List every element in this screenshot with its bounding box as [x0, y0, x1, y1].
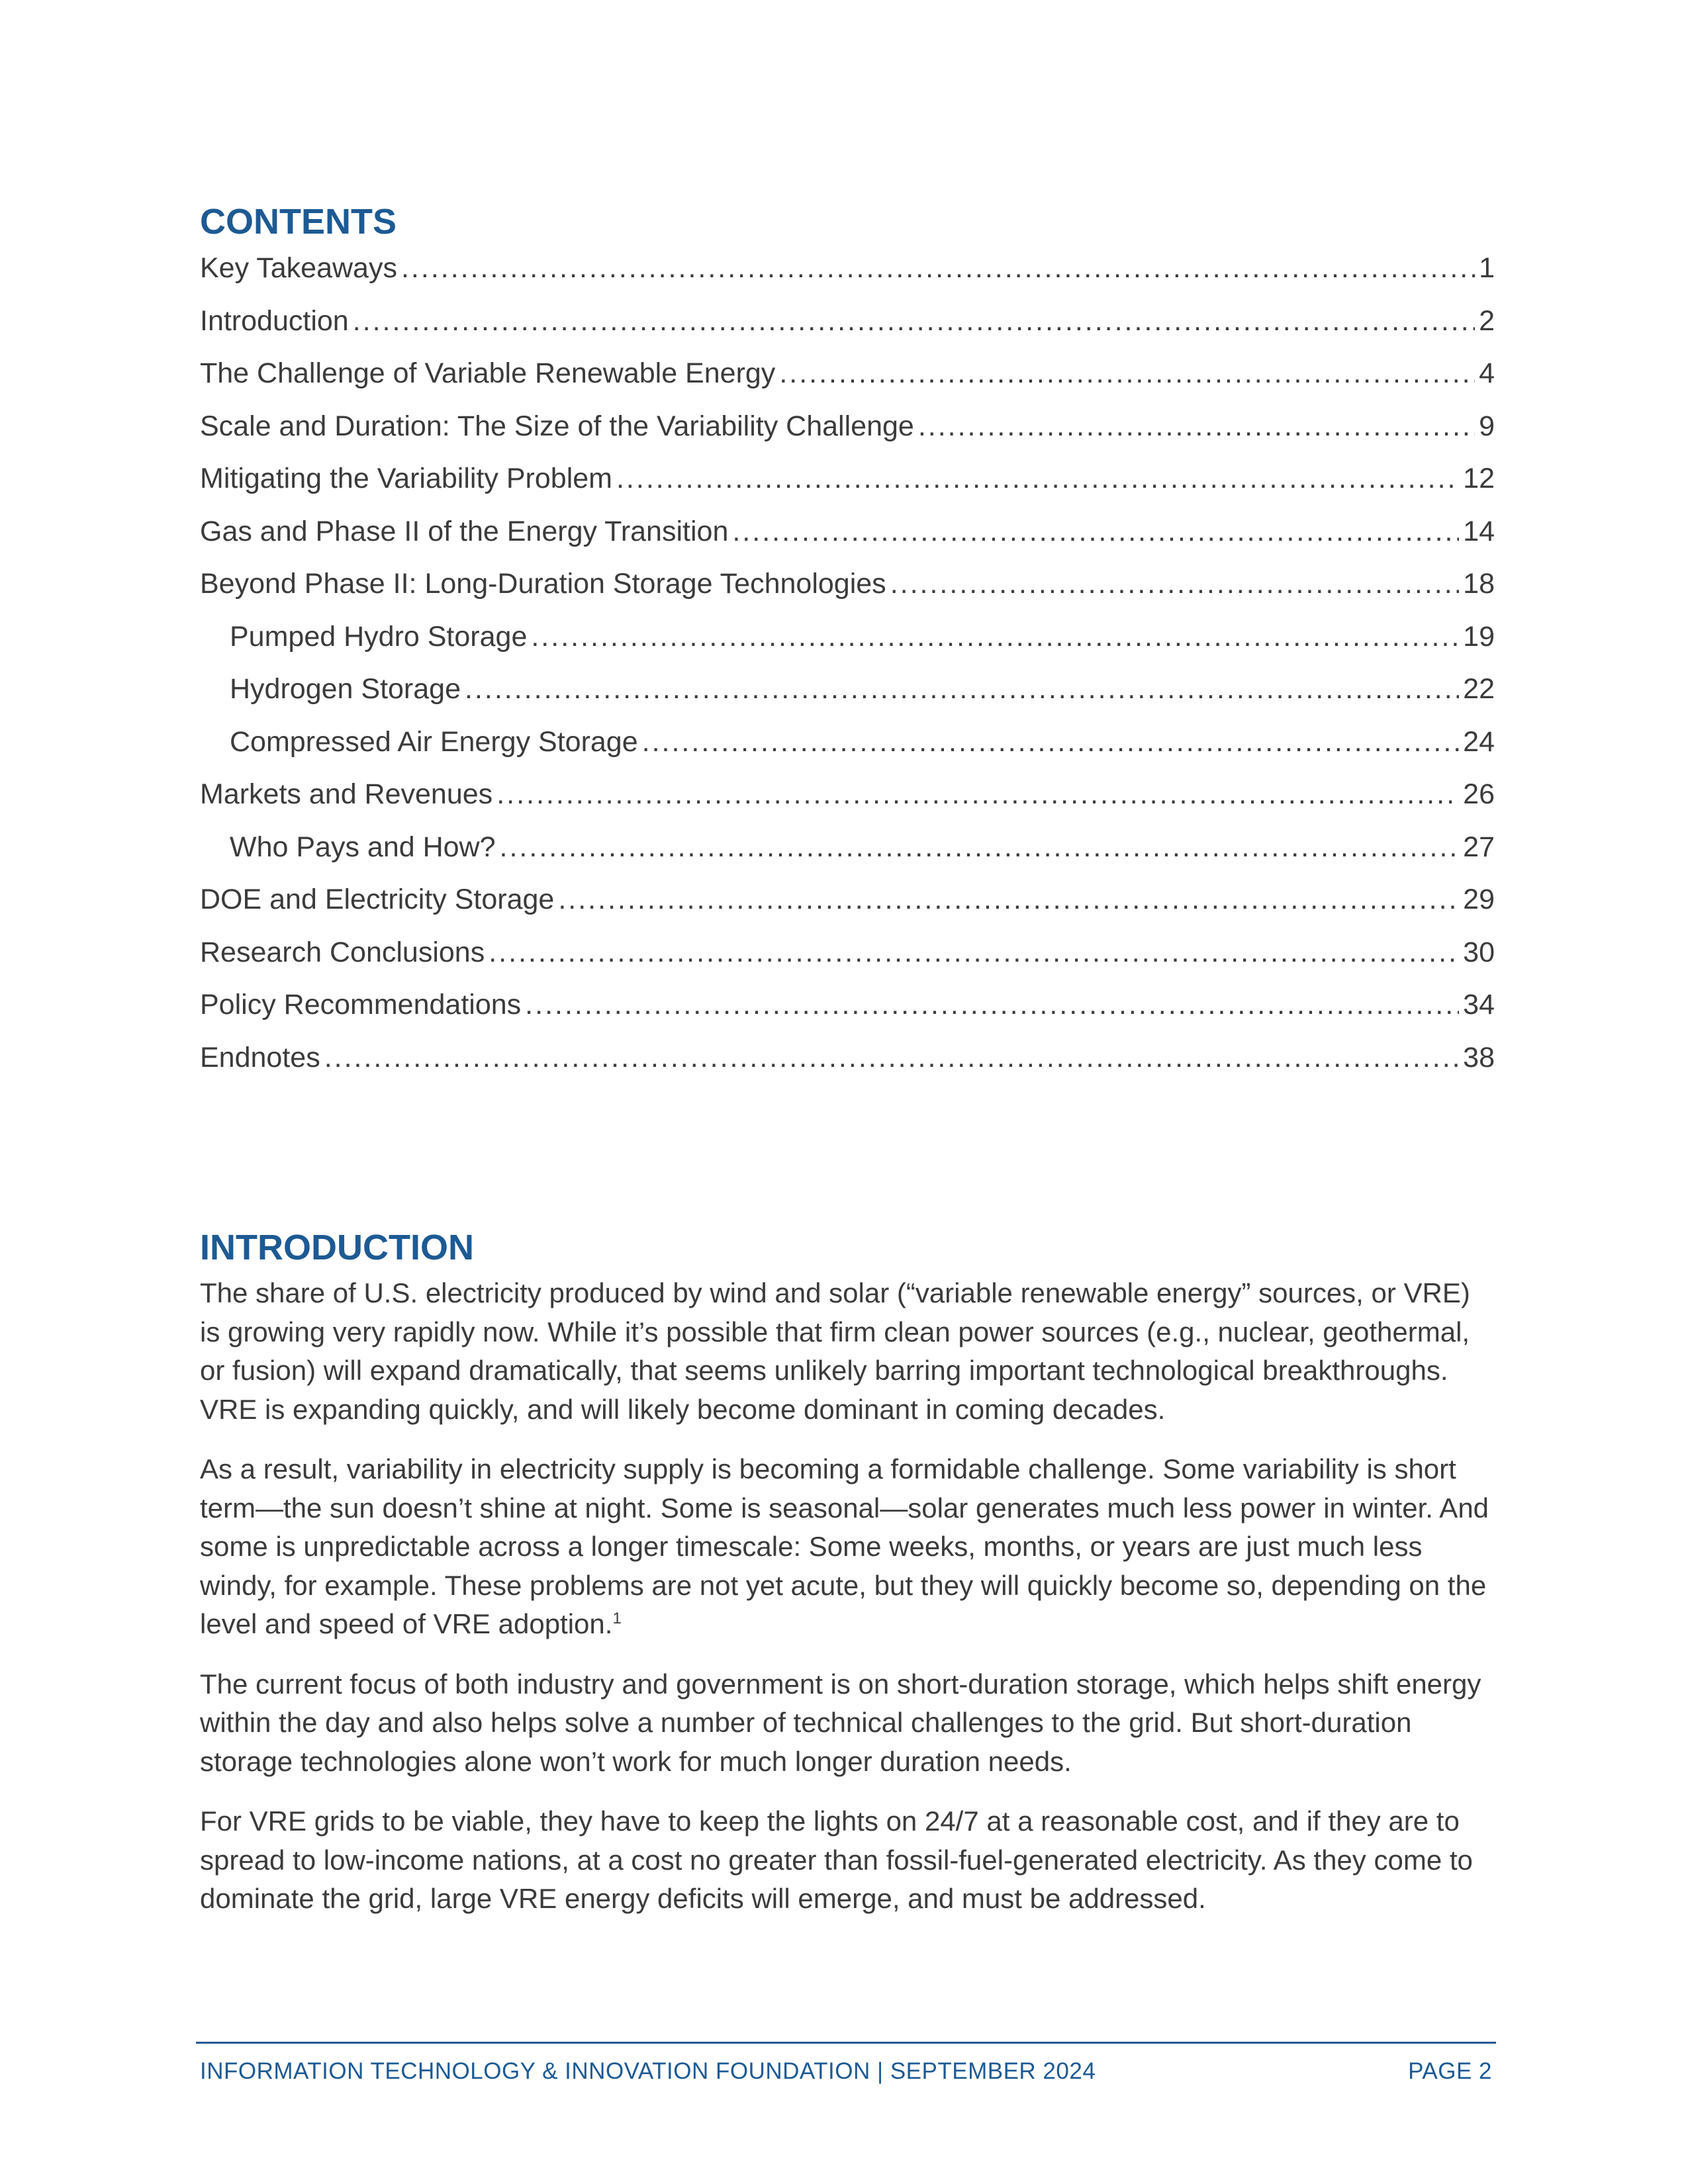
toc-item-title: Endnotes: [200, 1041, 320, 1073]
toc-leader-dots: [353, 299, 1475, 343]
toc-item-compressed-air[interactable]: [200, 720, 1495, 773]
toc-item-page: 22: [1463, 673, 1495, 705]
table-of-contents: [200, 246, 1495, 1088]
toc-leader-dots: [401, 246, 1475, 290]
toc-item-page: 12: [1463, 463, 1495, 494]
toc-item-research-conclusions[interactable]: [200, 931, 1495, 983]
toc-item-page: 38: [1463, 1041, 1495, 1073]
toc-item-title: Key Takeaways: [200, 252, 397, 284]
toc-item-introduction[interactable]: [200, 299, 1495, 352]
toc-item-title: Beyond Phase II: Long-Duration Storage Technologies: [200, 568, 886, 600]
toc-item-beyond-phase-ii[interactable]: [200, 562, 1495, 615]
footer-divider: [196, 2042, 1496, 2044]
toc-item-title: Gas and Phase II of the Energy Transition: [200, 515, 729, 547]
toc-item-page: 9: [1479, 410, 1495, 442]
toc-item-who-pays[interactable]: [200, 825, 1495, 878]
toc-item-title: Hydrogen Storage: [230, 673, 461, 705]
toc-item-key-takeaways[interactable]: [200, 246, 1495, 299]
toc-item-title: The Challenge of Variable Renewable Energy: [200, 357, 776, 389]
toc-item-page: 1: [1479, 252, 1495, 284]
introduction-paragraph-1: The share of U.S. electricity produced by wind and solar (“variable renewable energy” sources, or VRE) is growing very rapidly now. While it’s possible that firm clean power sources (e.g., nuclear, geothermal, or fusion) will expand dramatically, that seems unlikely barring important technological breakthroughs. VRE is expanding quickly, and will likely become dominant in coming decades.: [200, 1277, 1470, 1425]
toc-item-title: Policy Recommendations: [200, 989, 522, 1021]
toc-leader-dots: [732, 510, 1459, 553]
toc-item-title: Compressed Air Energy Storage: [230, 725, 638, 758]
toc-leader-dots: [616, 457, 1459, 500]
footnote-reference[interactable]: 1: [612, 1610, 622, 1627]
toc-item-page: 4: [1479, 357, 1495, 389]
toc-leader-dots: [779, 351, 1475, 395]
toc-item-endnotes[interactable]: [200, 1036, 1495, 1089]
footer-publisher: INFORMATION TECHNOLOGY & INNOVATION FOUNDATION | SEPTEMBER 2024: [200, 2058, 1096, 2084]
toc-leader-dots: [500, 825, 1460, 869]
contents-heading: CONTENTS: [200, 202, 397, 242]
toc-item-page: 29: [1463, 884, 1495, 915]
introduction-paragraph-2-text: As a result, variability in electricity supply is becoming a formidable challenge. Some variability is short term—the sun doesn’t shine at night. Some is seasonal—solar generates much less power in winter. And some is unpredictable across a longer timescale: Some weeks, months, or years are just much less windy, for example. These problems are not yet acute, but they will quickly become so, depending on the level and speed of VRE adoption.: [200, 1453, 1489, 1639]
toc-leader-dots: [489, 931, 1459, 974]
toc-item-scale-duration[interactable]: [200, 404, 1495, 457]
toc-item-page: 30: [1463, 936, 1495, 968]
toc-item-title: Scale and Duration: The Size of the Variability Challenge: [200, 410, 914, 442]
toc-item-title: Who Pays and How?: [230, 831, 496, 863]
toc-item-page: 18: [1463, 568, 1495, 600]
toc-item-page: 2: [1479, 304, 1495, 337]
toc-item-page: 14: [1463, 515, 1495, 547]
toc-item-title: Mitigating the Variability Problem: [200, 463, 612, 494]
footer-page-number: PAGE 2: [1408, 2058, 1492, 2084]
toc-item-page: 34: [1463, 989, 1495, 1021]
toc-item-policy-recommendations[interactable]: [200, 983, 1495, 1036]
toc-item-markets-revenues[interactable]: [200, 772, 1495, 825]
toc-item-page: 27: [1463, 831, 1495, 863]
toc-item-page: 19: [1463, 620, 1495, 653]
toc-leader-dots: [918, 404, 1475, 448]
toc-item-title: DOE and Electricity Storage: [200, 884, 555, 915]
toc-leader-dots: [558, 878, 1459, 921]
toc-item-title: Pumped Hydro Storage: [230, 620, 528, 653]
toc-leader-dots: [642, 720, 1460, 764]
introduction-paragraph-4: For VRE grids to be viable, they have to keep the lights on 24/7 at a reasonable cost, and if they are to spread to low-income nations, at a cost no greater than fossil-fuel-generated electricity. As they come to dominate the grid, large VRE energy deficits will emerge, and must be addressed.: [200, 1805, 1473, 1914]
toc-leader-dots: [465, 667, 1459, 711]
toc-item-pumped-hydro[interactable]: [200, 615, 1495, 668]
toc-item-title: Introduction: [200, 304, 349, 337]
introduction-paragraph-3: The current focus of both industry and government is on short-duration storage, which helps shift energy within the day and also helps solve a number of technical challenges to the grid. But short-duration storage technologies alone won’t work for much longer duration needs.: [200, 1668, 1481, 1777]
toc-item-mitigating[interactable]: [200, 457, 1495, 510]
toc-item-gas-phase-ii[interactable]: [200, 510, 1495, 563]
toc-item-title: Markets and Revenues: [200, 778, 493, 810]
toc-leader-dots: [324, 1036, 1459, 1079]
toc-item-doe-storage[interactable]: [200, 878, 1495, 931]
introduction-paragraph-2: [200, 1450, 1497, 1644]
introduction-heading: INTRODUCTION: [200, 1228, 474, 1267]
toc-item-challenge-vre[interactable]: [200, 351, 1495, 404]
introduction-body: [200, 1274, 1497, 1940]
toc-leader-dots: [496, 772, 1459, 816]
toc-item-page: 24: [1463, 725, 1495, 758]
toc-item-hydrogen[interactable]: [200, 667, 1495, 720]
toc-item-title: Research Conclusions: [200, 936, 485, 968]
toc-leader-dots: [531, 615, 1459, 659]
toc-leader-dots: [890, 562, 1459, 606]
toc-leader-dots: [525, 983, 1459, 1026]
toc-item-page: 26: [1463, 778, 1495, 810]
